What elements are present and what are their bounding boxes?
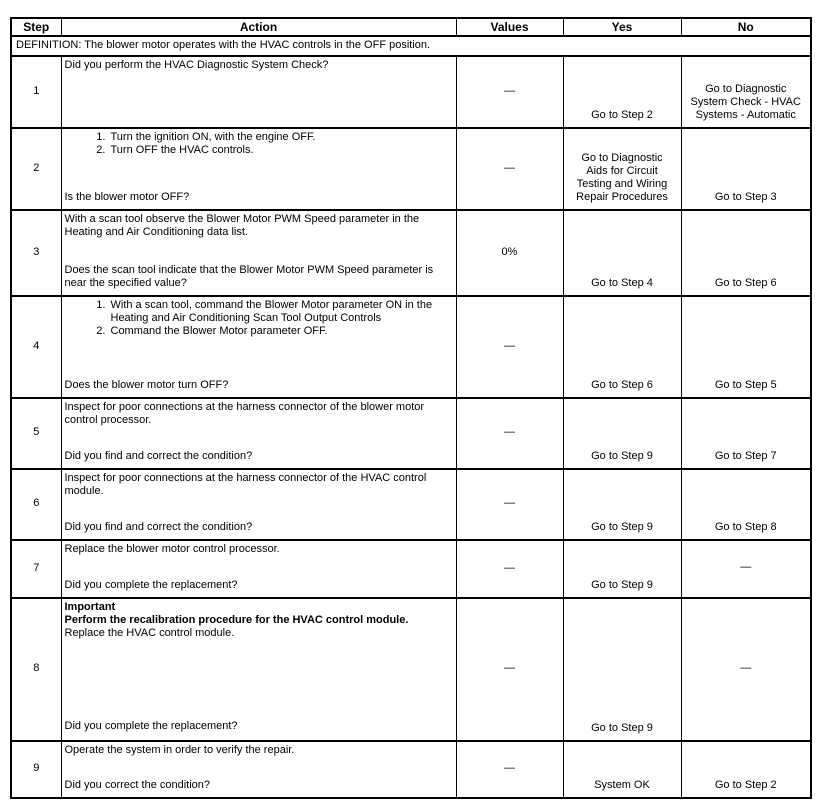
action-content <box>65 472 451 535</box>
action-question: Did you correct the condition? <box>64 779 211 792</box>
step-number: 3 <box>11 210 61 296</box>
action-cell <box>61 469 456 540</box>
no-cell: — <box>681 540 811 598</box>
header-row <box>11 18 811 36</box>
action-question: Does the blower motor turn OFF? <box>64 379 229 392</box>
action-step-item: 2. Turn OFF the HVAC controls. <box>109 144 451 157</box>
action-segments <box>65 601 451 641</box>
action-content <box>65 299 451 393</box>
step-number: 5 <box>11 398 61 469</box>
action-step-item: 1. With a scan tool, command the Blower Motor parameter ON in the Heating and Air Conditioning Scan Tool Output Controls <box>109 299 451 325</box>
action-question: Does the scan tool indicate that the Blower Motor PWM Speed parameter is near the specified value? <box>64 264 434 290</box>
action-content <box>65 543 451 593</box>
action-steps-list <box>65 299 451 339</box>
action-important-text: Perform the recalibration procedure for the HVAC control module. <box>64 613 409 626</box>
step-number: 6 <box>11 469 61 540</box>
action-cell <box>61 296 456 398</box>
definition-row <box>11 36 811 55</box>
action-segments <box>65 131 451 157</box>
step-row <box>11 741 811 798</box>
no-cell: Go to Step 6 <box>681 210 811 296</box>
step-row <box>11 598 811 741</box>
action-cell <box>61 210 456 296</box>
action-cell <box>61 741 456 798</box>
action-segments <box>65 401 451 427</box>
no-cell: — <box>681 598 811 741</box>
action-content <box>65 601 451 734</box>
action-text: With a scan tool observe the Blower Motor PWM Speed parameter in the Heating and Air Conditioning data list. <box>64 212 420 238</box>
action-text: Operate the system in order to verify the repair. <box>64 743 295 756</box>
step-row <box>11 296 811 398</box>
step-number: 4 <box>11 296 61 398</box>
action-content <box>65 213 451 291</box>
yes-cell: Go to Diagnostic Aids for Circuit Testing and Wiring Repair Procedures <box>563 128 681 210</box>
yes-cell: Go to Step 9 <box>563 540 681 598</box>
values-cell: — <box>456 296 563 398</box>
values-cell: — <box>456 741 563 798</box>
action-text: Did you perform the HVAC Diagnostic System Check? <box>64 58 329 71</box>
no-cell: Go to Diagnostic System Check - HVAC Systems - Automatic <box>681 56 811 128</box>
no-cell: Go to Step 2 <box>681 741 811 798</box>
values-cell: — <box>456 469 563 540</box>
col-header-values: Values <box>456 18 563 36</box>
action-cell <box>61 598 456 741</box>
table-header <box>11 18 811 36</box>
action-question: Did you find and correct the condition? <box>64 521 253 534</box>
action-content <box>65 744 451 793</box>
no-cell: Go to Step 8 <box>681 469 811 540</box>
step-row <box>11 210 811 296</box>
values-cell: — <box>456 598 563 741</box>
action-cell <box>61 540 456 598</box>
definition-text: DEFINITION: The blower motor operates with the HVAC controls in the OFF position. <box>11 36 811 55</box>
action-text: Replace the HVAC control module. <box>64 626 235 639</box>
action-step-item: 1. Turn the ignition ON, with the engine OFF. <box>109 131 451 144</box>
action-question: Is the blower motor OFF? <box>64 191 190 204</box>
values-cell: — <box>456 128 563 210</box>
action-text: Inspect for poor connections at the harness connector of the blower motor control processor. <box>64 400 425 426</box>
action-steps-list <box>65 131 451 157</box>
yes-cell: Go to Step 9 <box>563 398 681 469</box>
action-content <box>65 131 451 205</box>
action-content <box>65 401 451 464</box>
action-question: Did you complete the replacement? <box>64 579 238 592</box>
step-row <box>11 56 811 128</box>
yes-cell: System OK <box>563 741 681 798</box>
action-content <box>65 59 451 123</box>
action-question: Did you find and correct the condition? <box>64 450 253 463</box>
values-cell: 0% <box>456 210 563 296</box>
col-header-step: Step <box>11 18 61 36</box>
step-row <box>11 398 811 469</box>
yes-cell: Go to Step 6 <box>563 296 681 398</box>
col-header-no: No <box>681 18 811 36</box>
action-important-text: Important <box>64 600 116 613</box>
action-cell <box>61 56 456 128</box>
action-text: Replace the blower motor control processor. <box>64 542 280 555</box>
diagnostic-table <box>10 17 812 799</box>
no-cell: Go to Step 5 <box>681 296 811 398</box>
action-segments <box>65 299 451 339</box>
step-number: 9 <box>11 741 61 798</box>
step-number: 8 <box>11 598 61 741</box>
action-segments <box>65 59 451 72</box>
step-number: 7 <box>11 540 61 598</box>
step-row <box>11 128 811 210</box>
yes-cell: Go to Step 9 <box>563 598 681 741</box>
values-cell: — <box>456 56 563 128</box>
step-row <box>11 540 811 598</box>
action-question: Did you complete the replacement? <box>64 720 238 733</box>
step-number: 2 <box>11 128 61 210</box>
table-body <box>11 36 811 797</box>
action-segments <box>65 472 451 498</box>
step-row <box>11 469 811 540</box>
values-cell: — <box>456 398 563 469</box>
action-cell <box>61 398 456 469</box>
action-cell <box>61 128 456 210</box>
col-header-action: Action <box>61 18 456 36</box>
action-step-item: 2. Command the Blower Motor parameter OFF. <box>109 325 451 338</box>
action-segments <box>65 744 451 757</box>
values-cell: — <box>456 540 563 598</box>
yes-cell: Go to Step 2 <box>563 56 681 128</box>
action-segments <box>65 543 451 556</box>
yes-cell: Go to Step 4 <box>563 210 681 296</box>
no-cell: Go to Step 7 <box>681 398 811 469</box>
yes-cell: Go to Step 9 <box>563 469 681 540</box>
no-cell: Go to Step 3 <box>681 128 811 210</box>
action-segments <box>65 213 451 239</box>
col-header-yes: Yes <box>563 18 681 36</box>
step-number: 1 <box>11 56 61 128</box>
action-text: Inspect for poor connections at the harness connector of the HVAC control module. <box>64 471 427 497</box>
